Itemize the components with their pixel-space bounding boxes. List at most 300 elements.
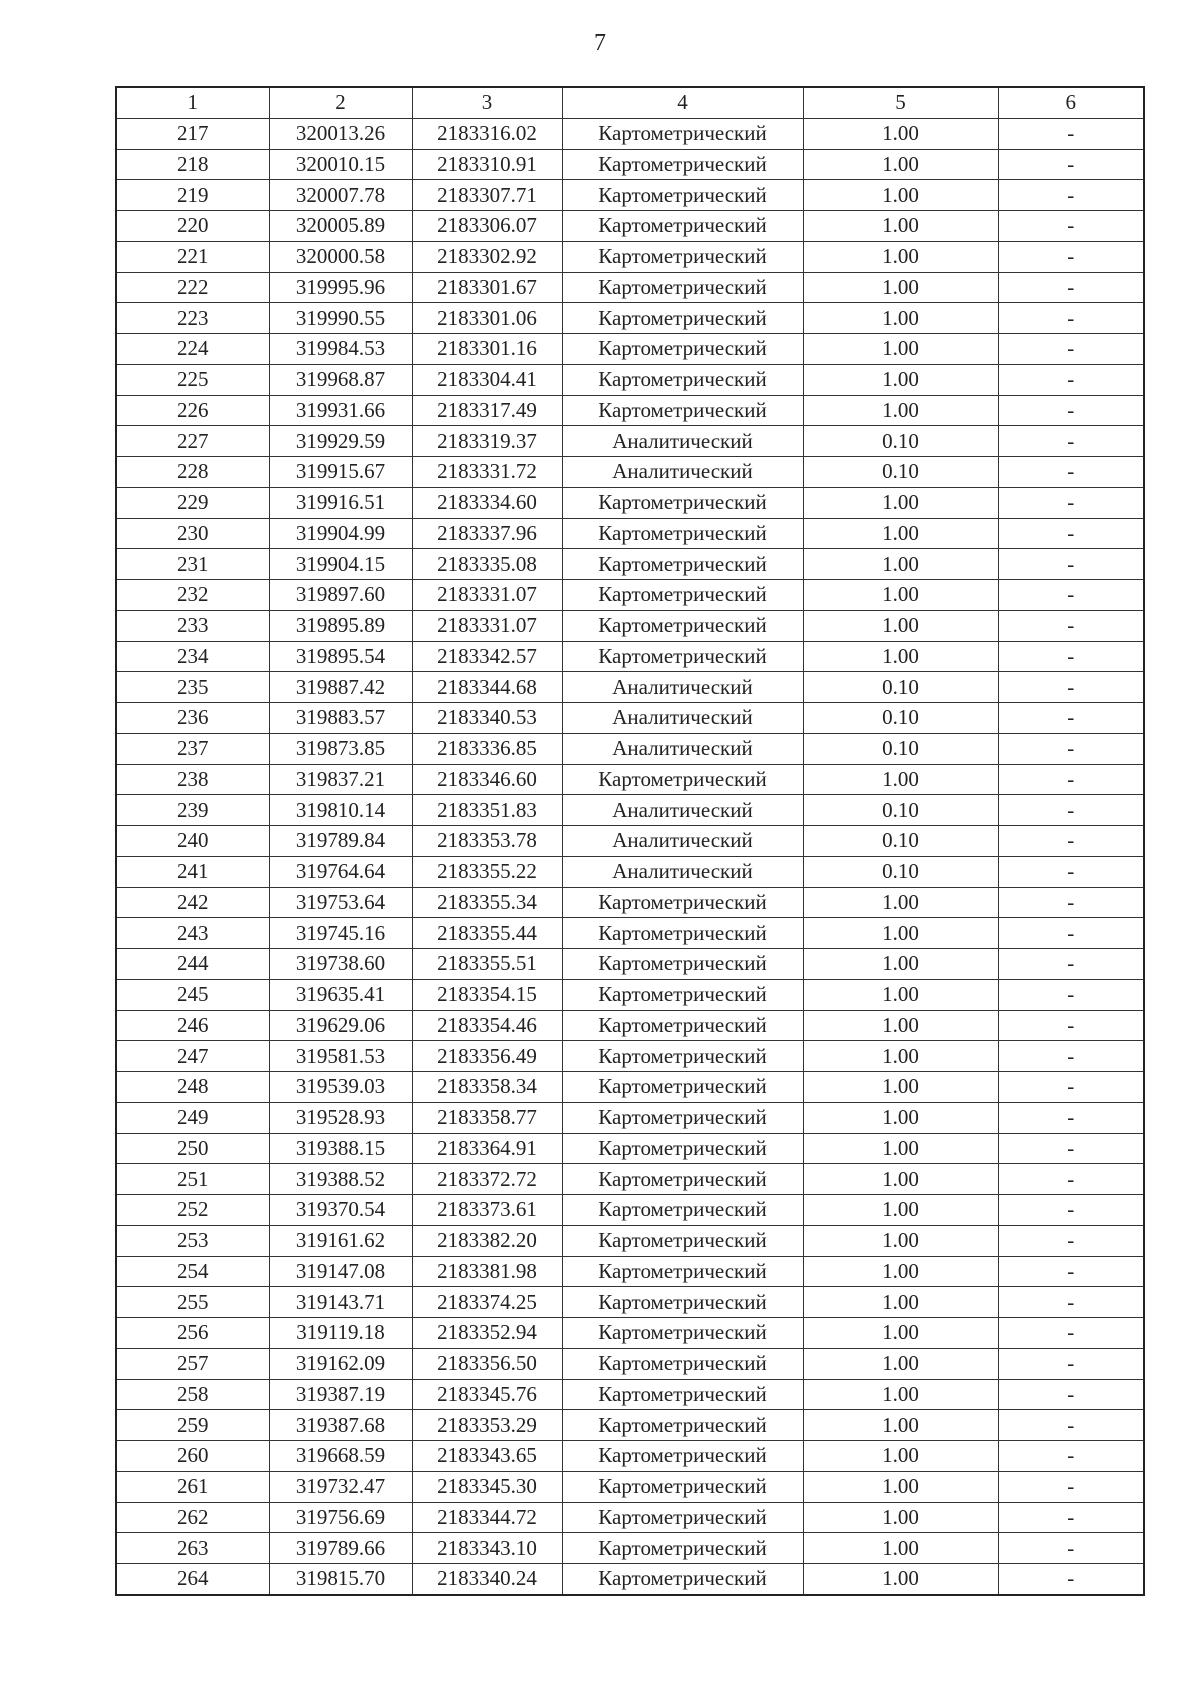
x-coordinate-cell: 319143.71: [269, 1287, 412, 1318]
note-cell: -: [998, 1195, 1144, 1226]
method-cell: Картометрический: [562, 1010, 803, 1041]
y-coordinate-cell: 2183301.67: [412, 272, 562, 303]
x-coordinate-cell: 319668.59: [269, 1441, 412, 1472]
accuracy-cell: 1.00: [803, 395, 998, 426]
x-coordinate-cell: 319931.66: [269, 395, 412, 426]
point-number-cell: 248: [116, 1072, 269, 1103]
point-number-cell: 253: [116, 1225, 269, 1256]
table-row: [116, 1102, 1144, 1133]
method-cell: Картометрический: [562, 1225, 803, 1256]
y-coordinate-cell: 2183301.16: [412, 334, 562, 365]
point-number-cell: 255: [116, 1287, 269, 1318]
note-cell: -: [998, 733, 1144, 764]
table-row: [116, 1533, 1144, 1564]
method-cell: Аналитический: [562, 795, 803, 826]
point-number-cell: 238: [116, 764, 269, 795]
table-row: [116, 733, 1144, 764]
point-number-cell: 246: [116, 1010, 269, 1041]
method-cell: Картометрический: [562, 395, 803, 426]
table-row: [116, 272, 1144, 303]
note-cell: -: [998, 1533, 1144, 1564]
x-coordinate-cell: 319161.62: [269, 1225, 412, 1256]
table-row: [116, 1287, 1144, 1318]
x-coordinate-cell: 319995.96: [269, 272, 412, 303]
accuracy-cell: 1.00: [803, 764, 998, 795]
y-coordinate-cell: 2183374.25: [412, 1287, 562, 1318]
table-row: [116, 1441, 1144, 1472]
method-cell: Картометрический: [562, 764, 803, 795]
x-coordinate-cell: 320010.15: [269, 149, 412, 180]
table-row: [116, 118, 1144, 149]
table-row: [116, 1318, 1144, 1349]
point-number-cell: 249: [116, 1102, 269, 1133]
method-cell: Картометрический: [562, 979, 803, 1010]
y-coordinate-cell: 2183331.07: [412, 580, 562, 611]
note-cell: -: [998, 364, 1144, 395]
point-number-cell: 225: [116, 364, 269, 395]
note-cell: -: [998, 180, 1144, 211]
x-coordinate-cell: 319904.15: [269, 549, 412, 580]
note-cell: -: [998, 426, 1144, 457]
method-cell: Картометрический: [562, 549, 803, 580]
x-coordinate-cell: 319904.99: [269, 518, 412, 549]
note-cell: -: [998, 1502, 1144, 1533]
x-coordinate-cell: 319539.03: [269, 1072, 412, 1103]
accuracy-cell: 1.00: [803, 1318, 998, 1349]
note-cell: -: [998, 303, 1144, 334]
accuracy-cell: 1.00: [803, 180, 998, 211]
method-cell: Картометрический: [562, 1564, 803, 1595]
method-cell: Картометрический: [562, 1441, 803, 1472]
accuracy-cell: 1.00: [803, 1533, 998, 1564]
point-number-cell: 240: [116, 826, 269, 857]
accuracy-cell: 1.00: [803, 241, 998, 272]
x-coordinate-cell: 319837.21: [269, 764, 412, 795]
y-coordinate-cell: 2183358.34: [412, 1072, 562, 1103]
note-cell: -: [998, 1287, 1144, 1318]
point-number-cell: 236: [116, 703, 269, 734]
point-number-cell: 222: [116, 272, 269, 303]
table-row: [116, 672, 1144, 703]
y-coordinate-cell: 2183317.49: [412, 395, 562, 426]
y-coordinate-cell: 2183345.76: [412, 1379, 562, 1410]
y-coordinate-cell: 2183364.91: [412, 1133, 562, 1164]
method-cell: Картометрический: [562, 118, 803, 149]
y-coordinate-cell: 2183343.65: [412, 1441, 562, 1472]
coordinates-table: [115, 86, 1145, 1596]
x-coordinate-cell: 319581.53: [269, 1041, 412, 1072]
table-row: [116, 641, 1144, 672]
x-coordinate-cell: 319810.14: [269, 795, 412, 826]
note-cell: -: [998, 856, 1144, 887]
x-coordinate-cell: 319387.19: [269, 1379, 412, 1410]
table-row: [116, 303, 1144, 334]
accuracy-cell: 1.00: [803, 1010, 998, 1041]
method-cell: Картометрический: [562, 610, 803, 641]
y-coordinate-cell: 2183331.07: [412, 610, 562, 641]
y-coordinate-cell: 2183336.85: [412, 733, 562, 764]
table-row: [116, 1164, 1144, 1195]
column-header: 1: [116, 87, 269, 118]
x-coordinate-cell: 319873.85: [269, 733, 412, 764]
accuracy-cell: 1.00: [803, 1564, 998, 1595]
table-row: [116, 518, 1144, 549]
x-coordinate-cell: 319815.70: [269, 1564, 412, 1595]
method-cell: Картометрический: [562, 1287, 803, 1318]
y-coordinate-cell: 2183353.29: [412, 1410, 562, 1441]
point-number-cell: 241: [116, 856, 269, 887]
note-cell: -: [998, 1564, 1144, 1595]
table-row: [116, 887, 1144, 918]
method-cell: Картометрический: [562, 334, 803, 365]
method-cell: Картометрический: [562, 1072, 803, 1103]
table-row: [116, 395, 1144, 426]
table-row: [116, 1225, 1144, 1256]
note-cell: -: [998, 795, 1144, 826]
table-row: [116, 1379, 1144, 1410]
accuracy-cell: 1.00: [803, 1348, 998, 1379]
y-coordinate-cell: 2183337.96: [412, 518, 562, 549]
y-coordinate-cell: 2183340.53: [412, 703, 562, 734]
x-coordinate-cell: 319887.42: [269, 672, 412, 703]
point-number-cell: 229: [116, 487, 269, 518]
table-row: [116, 1133, 1144, 1164]
point-number-cell: 232: [116, 580, 269, 611]
note-cell: -: [998, 1225, 1144, 1256]
note-cell: -: [998, 272, 1144, 303]
accuracy-cell: 1.00: [803, 118, 998, 149]
y-coordinate-cell: 2183382.20: [412, 1225, 562, 1256]
point-number-cell: 242: [116, 887, 269, 918]
method-cell: Картометрический: [562, 1471, 803, 1502]
point-number-cell: 262: [116, 1502, 269, 1533]
method-cell: Картометрический: [562, 180, 803, 211]
note-cell: -: [998, 610, 1144, 641]
column-header: 5: [803, 87, 998, 118]
table-row: [116, 1256, 1144, 1287]
point-number-cell: 244: [116, 949, 269, 980]
y-coordinate-cell: 2183346.60: [412, 764, 562, 795]
note-cell: -: [998, 118, 1144, 149]
method-cell: Картометрический: [562, 1164, 803, 1195]
y-coordinate-cell: 2183355.22: [412, 856, 562, 887]
method-cell: Картометрический: [562, 1379, 803, 1410]
point-number-cell: 263: [116, 1533, 269, 1564]
x-coordinate-cell: 319895.54: [269, 641, 412, 672]
x-coordinate-cell: 319789.84: [269, 826, 412, 857]
point-number-cell: 234: [116, 641, 269, 672]
accuracy-cell: 1.00: [803, 487, 998, 518]
note-cell: -: [998, 641, 1144, 672]
x-coordinate-cell: 319629.06: [269, 1010, 412, 1041]
x-coordinate-cell: 319388.15: [269, 1133, 412, 1164]
accuracy-cell: 0.10: [803, 826, 998, 857]
x-coordinate-cell: 319915.67: [269, 457, 412, 488]
y-coordinate-cell: 2183316.02: [412, 118, 562, 149]
accuracy-cell: 1.00: [803, 949, 998, 980]
accuracy-cell: 1.00: [803, 364, 998, 395]
method-cell: Аналитический: [562, 457, 803, 488]
note-cell: -: [998, 241, 1144, 272]
y-coordinate-cell: 2183307.71: [412, 180, 562, 211]
y-coordinate-cell: 2183354.15: [412, 979, 562, 1010]
note-cell: -: [998, 395, 1144, 426]
x-coordinate-cell: 319753.64: [269, 887, 412, 918]
x-coordinate-cell: 319764.64: [269, 856, 412, 887]
point-number-cell: 261: [116, 1471, 269, 1502]
x-coordinate-cell: 319738.60: [269, 949, 412, 980]
y-coordinate-cell: 2183343.10: [412, 1533, 562, 1564]
accuracy-cell: 0.10: [803, 703, 998, 734]
accuracy-cell: 0.10: [803, 733, 998, 764]
accuracy-cell: 1.00: [803, 580, 998, 611]
point-number-cell: 258: [116, 1379, 269, 1410]
table-row: [116, 1348, 1144, 1379]
x-coordinate-cell: 320005.89: [269, 211, 412, 242]
accuracy-cell: 1.00: [803, 610, 998, 641]
y-coordinate-cell: 2183335.08: [412, 549, 562, 580]
y-coordinate-cell: 2183355.44: [412, 918, 562, 949]
accuracy-cell: 1.00: [803, 549, 998, 580]
note-cell: -: [998, 334, 1144, 365]
x-coordinate-cell: 319984.53: [269, 334, 412, 365]
table-header-row: [116, 87, 1144, 118]
accuracy-cell: 1.00: [803, 979, 998, 1010]
accuracy-cell: 1.00: [803, 1225, 998, 1256]
point-number-cell: 220: [116, 211, 269, 242]
note-cell: -: [998, 1164, 1144, 1195]
method-cell: Картометрический: [562, 1533, 803, 1564]
x-coordinate-cell: 319388.52: [269, 1164, 412, 1195]
x-coordinate-cell: 319756.69: [269, 1502, 412, 1533]
method-cell: Картометрический: [562, 1195, 803, 1226]
method-cell: Картометрический: [562, 1348, 803, 1379]
accuracy-cell: 0.10: [803, 856, 998, 887]
accuracy-cell: 0.10: [803, 672, 998, 703]
note-cell: -: [998, 949, 1144, 980]
point-number-cell: 245: [116, 979, 269, 1010]
x-coordinate-cell: 319929.59: [269, 426, 412, 457]
method-cell: Картометрический: [562, 1256, 803, 1287]
x-coordinate-cell: 319883.57: [269, 703, 412, 734]
point-number-cell: 239: [116, 795, 269, 826]
accuracy-cell: 0.10: [803, 426, 998, 457]
accuracy-cell: 1.00: [803, 303, 998, 334]
point-number-cell: 247: [116, 1041, 269, 1072]
x-coordinate-cell: 320000.58: [269, 241, 412, 272]
table-row: [116, 334, 1144, 365]
column-header: 4: [562, 87, 803, 118]
note-cell: -: [998, 672, 1144, 703]
point-number-cell: 219: [116, 180, 269, 211]
note-cell: -: [998, 1471, 1144, 1502]
table-row: [116, 241, 1144, 272]
x-coordinate-cell: 320007.78: [269, 180, 412, 211]
point-number-cell: 230: [116, 518, 269, 549]
accuracy-cell: 1.00: [803, 334, 998, 365]
method-cell: Картометрический: [562, 241, 803, 272]
point-number-cell: 218: [116, 149, 269, 180]
y-coordinate-cell: 2183340.24: [412, 1564, 562, 1595]
column-header: 3: [412, 87, 562, 118]
point-number-cell: 250: [116, 1133, 269, 1164]
accuracy-cell: 1.00: [803, 1072, 998, 1103]
y-coordinate-cell: 2183334.60: [412, 487, 562, 518]
method-cell: Картометрический: [562, 949, 803, 980]
method-cell: Картометрический: [562, 1410, 803, 1441]
table-row: [116, 1072, 1144, 1103]
method-cell: Картометрический: [562, 1502, 803, 1533]
y-coordinate-cell: 2183351.83: [412, 795, 562, 826]
y-coordinate-cell: 2183319.37: [412, 426, 562, 457]
point-number-cell: 257: [116, 1348, 269, 1379]
table-row: [116, 610, 1144, 641]
point-number-cell: 254: [116, 1256, 269, 1287]
accuracy-cell: 1.00: [803, 1102, 998, 1133]
table-row: [116, 918, 1144, 949]
table-row: [116, 149, 1144, 180]
point-number-cell: 226: [116, 395, 269, 426]
table-row: [116, 703, 1144, 734]
page-number: 7: [594, 30, 606, 56]
table-row: [116, 1041, 1144, 1072]
table-row: [116, 211, 1144, 242]
x-coordinate-cell: 319732.47: [269, 1471, 412, 1502]
y-coordinate-cell: 2183355.34: [412, 887, 562, 918]
note-cell: -: [998, 580, 1144, 611]
method-cell: Картометрический: [562, 149, 803, 180]
note-cell: -: [998, 1133, 1144, 1164]
table-row: [116, 580, 1144, 611]
y-coordinate-cell: 2183373.61: [412, 1195, 562, 1226]
method-cell: Картометрический: [562, 487, 803, 518]
point-number-cell: 243: [116, 918, 269, 949]
note-cell: -: [998, 487, 1144, 518]
table-row: [116, 979, 1144, 1010]
note-cell: -: [998, 764, 1144, 795]
y-coordinate-cell: 2183353.78: [412, 826, 562, 857]
y-coordinate-cell: 2183302.92: [412, 241, 562, 272]
x-coordinate-cell: 319387.68: [269, 1410, 412, 1441]
method-cell: Картометрический: [562, 518, 803, 549]
method-cell: Аналитический: [562, 703, 803, 734]
method-cell: Аналитический: [562, 826, 803, 857]
table-row: [116, 1564, 1144, 1595]
note-cell: -: [998, 1379, 1144, 1410]
y-coordinate-cell: 2183352.94: [412, 1318, 562, 1349]
point-number-cell: 227: [116, 426, 269, 457]
accuracy-cell: 1.00: [803, 1041, 998, 1072]
accuracy-cell: 1.00: [803, 1502, 998, 1533]
method-cell: Картометрический: [562, 580, 803, 611]
note-cell: -: [998, 887, 1144, 918]
x-coordinate-cell: 319745.16: [269, 918, 412, 949]
y-coordinate-cell: 2183358.77: [412, 1102, 562, 1133]
point-number-cell: 259: [116, 1410, 269, 1441]
point-number-cell: 256: [116, 1318, 269, 1349]
y-coordinate-cell: 2183331.72: [412, 457, 562, 488]
table-row: [116, 1195, 1144, 1226]
accuracy-cell: 1.00: [803, 1133, 998, 1164]
table-row: [116, 364, 1144, 395]
x-coordinate-cell: 319968.87: [269, 364, 412, 395]
accuracy-cell: 1.00: [803, 1164, 998, 1195]
y-coordinate-cell: 2183310.91: [412, 149, 562, 180]
accuracy-cell: 1.00: [803, 518, 998, 549]
table-row: [116, 949, 1144, 980]
method-cell: Аналитический: [562, 672, 803, 703]
x-coordinate-cell: 320013.26: [269, 118, 412, 149]
column-header: 2: [269, 87, 412, 118]
point-number-cell: 231: [116, 549, 269, 580]
method-cell: Картометрический: [562, 211, 803, 242]
column-header: 6: [998, 87, 1144, 118]
note-cell: -: [998, 1348, 1144, 1379]
method-cell: Картометрический: [562, 303, 803, 334]
note-cell: -: [998, 1102, 1144, 1133]
y-coordinate-cell: 2183344.68: [412, 672, 562, 703]
method-cell: Картометрический: [562, 1041, 803, 1072]
point-number-cell: 260: [116, 1441, 269, 1472]
x-coordinate-cell: 319789.66: [269, 1533, 412, 1564]
y-coordinate-cell: 2183356.50: [412, 1348, 562, 1379]
accuracy-cell: 1.00: [803, 272, 998, 303]
method-cell: Картометрический: [562, 364, 803, 395]
y-coordinate-cell: 2183372.72: [412, 1164, 562, 1195]
method-cell: Картометрический: [562, 641, 803, 672]
point-number-cell: 264: [116, 1564, 269, 1595]
accuracy-cell: 1.00: [803, 641, 998, 672]
x-coordinate-cell: 319147.08: [269, 1256, 412, 1287]
method-cell: Аналитический: [562, 856, 803, 887]
note-cell: -: [998, 1441, 1144, 1472]
accuracy-cell: 1.00: [803, 1471, 998, 1502]
point-number-cell: 237: [116, 733, 269, 764]
x-coordinate-cell: 319897.60: [269, 580, 412, 611]
table-row: [116, 549, 1144, 580]
method-cell: Картометрический: [562, 1102, 803, 1133]
note-cell: -: [998, 518, 1144, 549]
accuracy-cell: 1.00: [803, 1195, 998, 1226]
table-row: [116, 1502, 1144, 1533]
note-cell: -: [998, 826, 1144, 857]
point-number-cell: 223: [116, 303, 269, 334]
point-number-cell: 233: [116, 610, 269, 641]
x-coordinate-cell: 319119.18: [269, 1318, 412, 1349]
x-coordinate-cell: 319528.93: [269, 1102, 412, 1133]
method-cell: Картометрический: [562, 1133, 803, 1164]
note-cell: -: [998, 457, 1144, 488]
point-number-cell: 235: [116, 672, 269, 703]
table-row: [116, 826, 1144, 857]
accuracy-cell: 1.00: [803, 918, 998, 949]
point-number-cell: 228: [116, 457, 269, 488]
point-number-cell: 224: [116, 334, 269, 365]
accuracy-cell: 1.00: [803, 149, 998, 180]
note-cell: -: [998, 1256, 1144, 1287]
table-row: [116, 764, 1144, 795]
note-cell: -: [998, 703, 1144, 734]
note-cell: -: [998, 1010, 1144, 1041]
point-number-cell: 251: [116, 1164, 269, 1195]
note-cell: -: [998, 149, 1144, 180]
point-number-cell: 217: [116, 118, 269, 149]
method-cell: Картометрический: [562, 272, 803, 303]
table-row: [116, 426, 1144, 457]
table-row: [116, 795, 1144, 826]
note-cell: -: [998, 211, 1144, 242]
y-coordinate-cell: 2183345.30: [412, 1471, 562, 1502]
